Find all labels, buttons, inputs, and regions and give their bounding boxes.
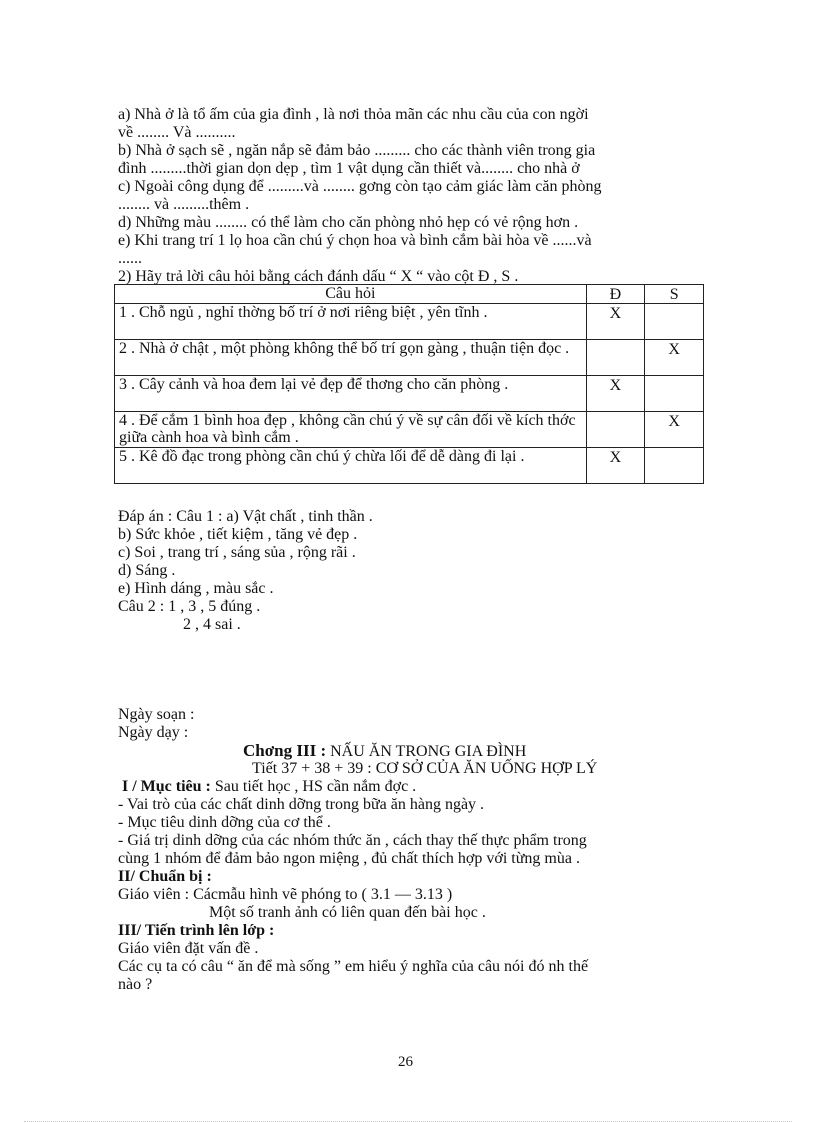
row-mark-dung — [586, 412, 645, 448]
row-mark-sai: X — [645, 412, 704, 448]
fill-blank-c-line1: c) Ngoài công dụng để .........và ........ gơng còn tạo cảm giác làm căn phòng — [118, 178, 602, 195]
ngay-soan: Ngày soạn : — [118, 706, 195, 723]
answer-line-3: c) Soi , trang trí , sáng sủa , rộng rãi . — [118, 544, 356, 561]
teacher-materials-line2: Một số tranh ảnh có liên quan đến bài học . — [209, 904, 486, 921]
row-question: 5 . Kê đồ đạc trong phòng cần chú ý chừa lối để dễ dàng đi lại . — [115, 448, 587, 484]
table-row — [115, 376, 704, 412]
table-row — [115, 412, 704, 448]
answer-line-1: Đáp án : Câu 1 : a) Vật chất , tinh thần . — [118, 508, 373, 525]
fill-blank-c-line2: ........ và .........thêm . — [118, 196, 250, 213]
objective-1: - Vai trò của các chất dinh dỡng trong bữa ăn hàng ngày . — [118, 796, 485, 813]
teacher-materials-line1: Giáo viên : Cácmẫu hình vẽ phóng to ( 3.1 — 3.13 ) — [118, 886, 453, 903]
lesson-title: Tiết 37 + 38 + 39 : CƠ SỞ CỦA ĂN UỐNG HỢP LÝ — [252, 760, 598, 777]
preparation-heading: II/ Chuẩn bị : — [118, 868, 212, 885]
answer-line-6: Câu 2 : 1 , 3 , 5 đúng . — [118, 598, 261, 615]
page-number: 26 — [398, 1054, 413, 1070]
fill-blank-a-line2: về ........ Và .......... — [118, 124, 236, 141]
header-sai: S — [645, 285, 704, 304]
chapter-number: Chơng III : — [243, 741, 327, 760]
answer-line-2: b) Sức khỏe , tiết kiệm , tăng vẻ đẹp . — [118, 526, 358, 543]
fill-blank-e-line2: ...... — [118, 250, 142, 267]
row-mark-sai — [645, 376, 704, 412]
table-header-row — [115, 285, 704, 304]
footer-divider — [24, 1121, 792, 1122]
true-false-table — [114, 284, 704, 484]
problem-question-line1: Các cụ ta có câu “ ăn để mà sống ” em hiểu ý nghĩa của câu nói đó nh thế — [118, 958, 589, 975]
table-row — [115, 340, 704, 376]
problem-intro: Giáo viên đặt vấn đề . — [118, 940, 259, 957]
fill-blank-a-line1: a) Nhà ở là tổ ấm của gia đình , là nơi thỏa mãn các nhu cầu của con ngời — [118, 106, 589, 123]
row-mark-dung — [586, 340, 645, 376]
table-row — [115, 304, 704, 340]
row-question: 1 . Chỗ ngủ , nghỉ thờng bố trí ở nơi riêng biệt , yên tĩnh . — [115, 304, 587, 340]
objective-3-line1: - Giá trị dinh dỡng của các nhóm thức ăn , cách thay thế thực phẩm trong — [118, 832, 587, 849]
objectives-intro: Sau tiết học , HS cần nắm đợc . — [210, 778, 417, 795]
fill-blank-d-line: d) Những màu ........ có thể làm cho căn phòng nhỏ hẹp có vẻ rộng hơn . — [118, 214, 579, 231]
question2-instruction: 2) Hãy trả lời câu hỏi bằng cách đánh dấu “ X “ vào cột Đ , S . — [118, 268, 519, 285]
procedure-heading: III/ Tiến trình lên lớp : — [118, 922, 275, 939]
row-mark-sai: X — [645, 340, 704, 376]
row-mark-sai — [645, 448, 704, 484]
row-mark-dung: X — [586, 448, 645, 484]
header-dung: Đ — [586, 285, 645, 304]
fill-blank-b-line2: đình .........thời gian dọn dẹp , tìm 1 vật dụng cần thiết và........ cho nhà ở — [118, 160, 580, 177]
answer-line-7: 2 , 4 sai . — [183, 616, 241, 633]
header-question: Câu hỏi — [115, 285, 587, 304]
objectives-heading — [122, 778, 416, 796]
answer-line-4: d) Sáng . — [118, 562, 176, 579]
row-question: 4 . Để cắm 1 bình hoa đẹp , không cần chú ý về sự cân đối về kích thớc giữa cành hoa và bình cắm . — [115, 412, 587, 448]
row-question: 3 . Cây cảnh và hoa đem lại vẻ đẹp để thơng cho căn phòng . — [115, 376, 587, 412]
row-mark-dung: X — [586, 376, 645, 412]
row-question: 2 . Nhà ở chật , một phòng không thể bố trí gọn gàng , thuận tiện đọc . — [115, 340, 587, 376]
objective-2: - Mục tiêu dinh dỡng của cơ thể . — [118, 814, 331, 831]
chapter-title: NẤU ĂN TRONG GIA ĐÌNH — [326, 743, 527, 760]
row-mark-dung: X — [586, 304, 645, 340]
objectives-label: I / Mục tiêu : — [122, 778, 211, 795]
chapter-heading — [243, 741, 526, 761]
objective-3-line2: cùng 1 nhóm để đảm bảo ngon miệng , đủ chất thích hợp với từng mùa . — [118, 850, 580, 867]
fill-blank-b-line1: b) Nhà ở sạch sẽ , ngăn nắp sẽ đảm bảo ......... cho các thành viên trong gia — [118, 142, 596, 159]
table-row — [115, 448, 704, 484]
ngay-day: Ngày dạy : — [118, 724, 189, 741]
fill-blank-e-line1: e) Khi trang trí 1 lọ hoa cần chú ý chọn hoa và bình cắm bài hòa về ......và — [118, 232, 592, 249]
answer-line-5: e) Hình dáng , màu sắc . — [118, 580, 274, 597]
problem-question-line2: nào ? — [118, 976, 153, 993]
row-mark-sai — [645, 304, 704, 340]
